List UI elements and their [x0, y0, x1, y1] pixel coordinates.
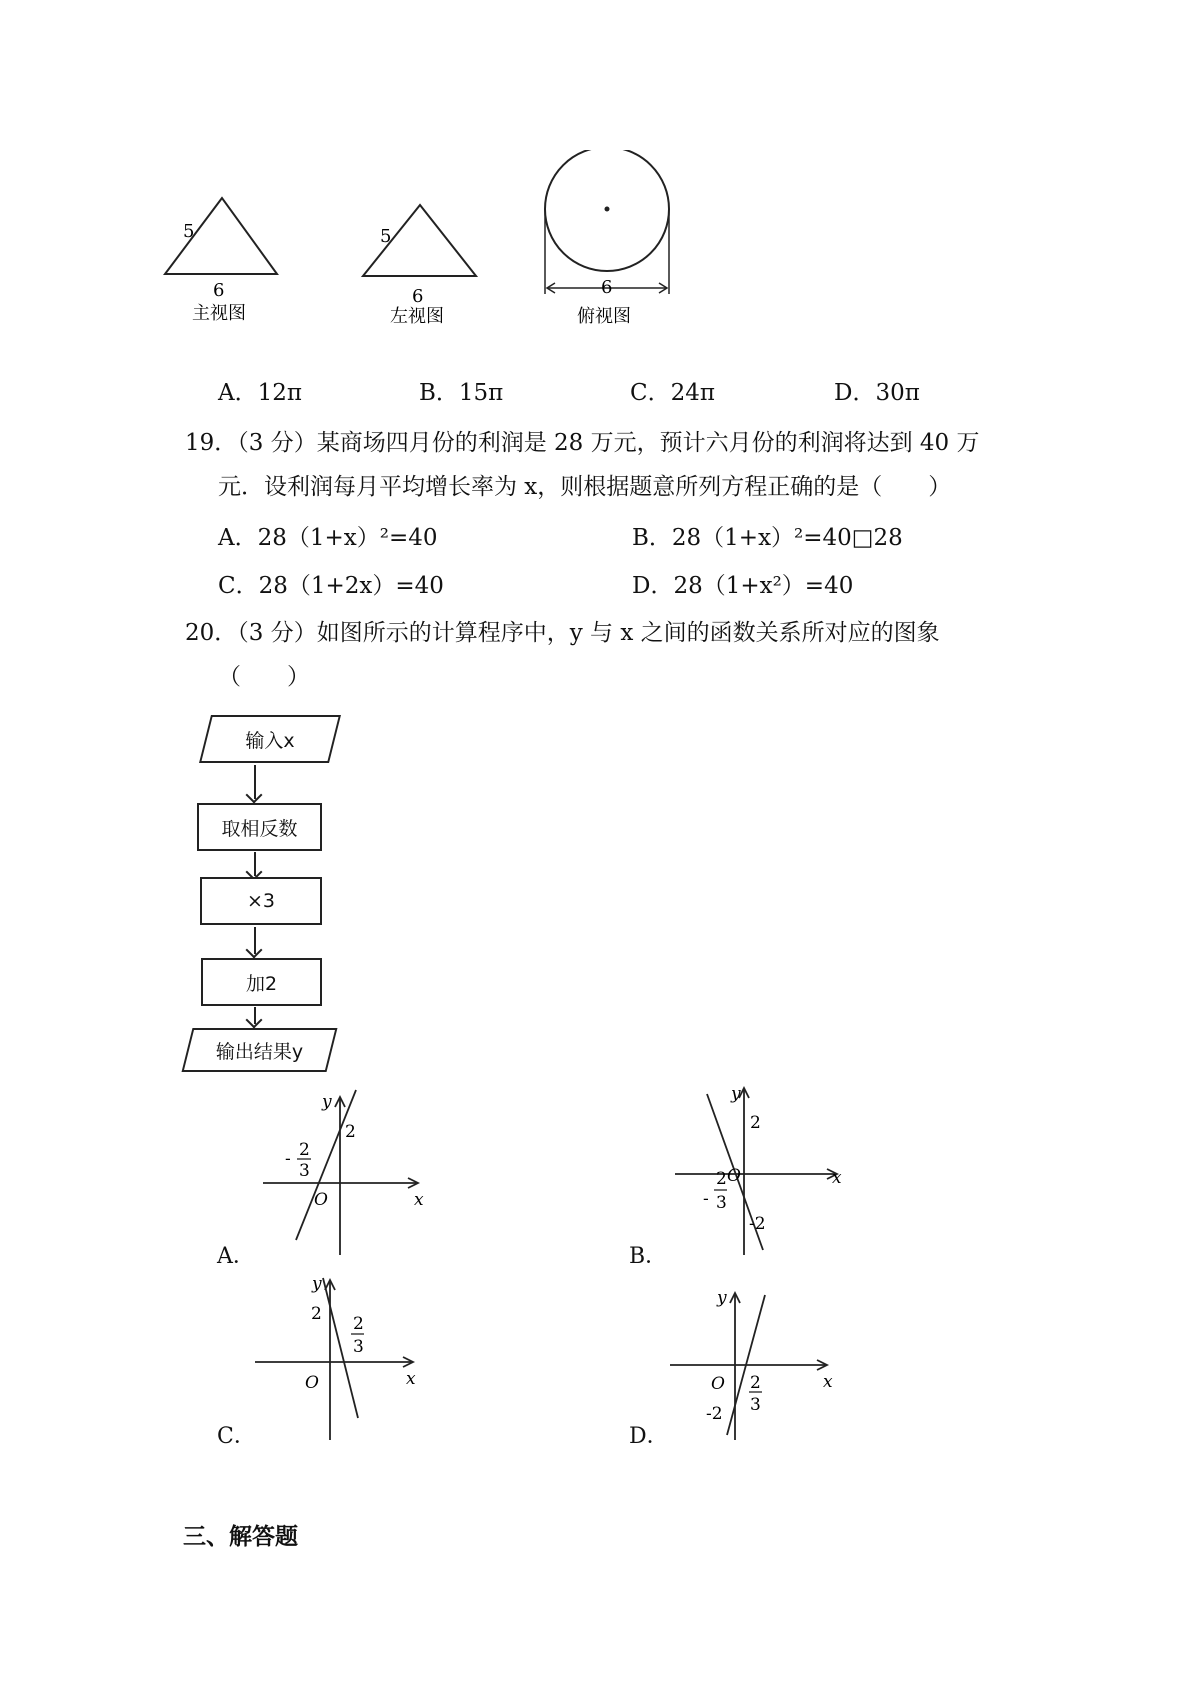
section-heading: 三、解答题	[183, 1524, 298, 1550]
graph-axis-label: O	[305, 1373, 319, 1393]
graph-axis-label: x	[414, 1190, 424, 1210]
graph-d-label: D．	[629, 1424, 669, 1449]
q20-stem-line1: 20．（3 分）如图所示的计算程序中，y 与 x 之间的函数关系所对应的图象	[185, 620, 940, 646]
graph-axis-label: O	[314, 1190, 328, 1210]
graph-a	[258, 1085, 428, 1260]
graph-axis-label: x	[406, 1369, 416, 1389]
top-view-diameter: 6	[601, 277, 613, 298]
graph-c-label: C．	[217, 1424, 256, 1449]
flow-arrow	[254, 927, 256, 954]
front-view-triangle	[165, 198, 277, 274]
graph-axis-label: x	[823, 1372, 833, 1392]
graph-axis-label: 2	[299, 1140, 310, 1160]
flow-times3: ×3	[200, 877, 322, 925]
graph-axis-label: y	[312, 1274, 322, 1294]
front-view-base: 6	[213, 280, 225, 301]
flow-arrow	[254, 852, 256, 876]
graph-axis-label: O	[711, 1374, 725, 1394]
graph-axis-label: 3	[353, 1337, 364, 1357]
left-view-base: 6	[412, 286, 424, 307]
q19-stem-line1: 19．（3 分）某商场四月份的利润是 28 万元，预计六月份的利润将达到 40 万	[185, 430, 980, 456]
flow-input	[205, 715, 335, 763]
graph-axis-label: 2	[750, 1373, 761, 1393]
top-view-center	[605, 207, 610, 212]
q18-option-a: A．12π	[218, 380, 302, 406]
graph-axis-label: 2	[716, 1169, 727, 1189]
q18-option-d: D．30π	[834, 380, 920, 406]
flow-input-label: 输入x	[245, 729, 295, 752]
left-view-caption: 左视图	[390, 306, 444, 327]
graph-d	[665, 1285, 840, 1445]
graph-axis-label: -2	[706, 1404, 723, 1424]
graph-a-label: A．	[217, 1244, 255, 1269]
flow-negate: 取相反数	[197, 803, 322, 851]
graph-axis-label: 2	[750, 1113, 761, 1133]
front-view-caption: 主视图	[192, 303, 246, 324]
graph-axis-label: 3	[299, 1161, 310, 1181]
flow-output	[187, 1028, 332, 1072]
graph-axis-label: -	[285, 1149, 291, 1169]
graph-b	[665, 1080, 845, 1260]
graph-axis-label: O	[727, 1166, 741, 1186]
graph-axis-label: x	[832, 1168, 842, 1188]
graph-axis-label: 3	[750, 1395, 761, 1415]
flow-add2: 加2	[201, 958, 322, 1006]
graph-c	[250, 1270, 425, 1445]
graph-axis-label: -	[703, 1189, 709, 1209]
q19-option-c: C．28（1+2x）=40	[218, 573, 444, 599]
graph-b-label: B．	[629, 1244, 668, 1269]
q19-option-a: A．28（1+x）²=40	[218, 525, 438, 551]
q18-option-c: C．24π	[630, 380, 715, 406]
graph-axis-label: 2	[353, 1314, 364, 1334]
graph-axis-label: y	[717, 1288, 727, 1308]
graph-axis-label: 2	[345, 1122, 356, 1142]
three-views-figure	[150, 150, 750, 350]
graph-axis-label: y	[322, 1092, 332, 1112]
q19-stem-line2: 元．设利润每月平均增长率为 x，则根据题意所列方程正确的是（ ）	[218, 474, 952, 500]
q19-option-d: D．28（1+x²）=40	[632, 573, 854, 599]
front-view-side: 5	[183, 221, 195, 242]
flow-arrow	[254, 1007, 256, 1024]
flow-output-label: 输出结果y	[215, 1040, 304, 1063]
q20-stem-line2: （ ）	[218, 664, 310, 690]
q18-option-b: B．15π	[419, 380, 504, 406]
left-view-side: 5	[380, 226, 392, 247]
graph-axis-label: 2	[311, 1304, 322, 1324]
graph-axis-label: y	[731, 1084, 741, 1104]
graph-axis-label: 3	[716, 1193, 727, 1213]
graph-axis-label: -2	[749, 1214, 766, 1234]
flow-arrow	[254, 765, 256, 799]
q19-option-b: B．28（1+x）²=40□28	[632, 525, 903, 551]
top-view-caption: 俯视图	[577, 306, 631, 327]
